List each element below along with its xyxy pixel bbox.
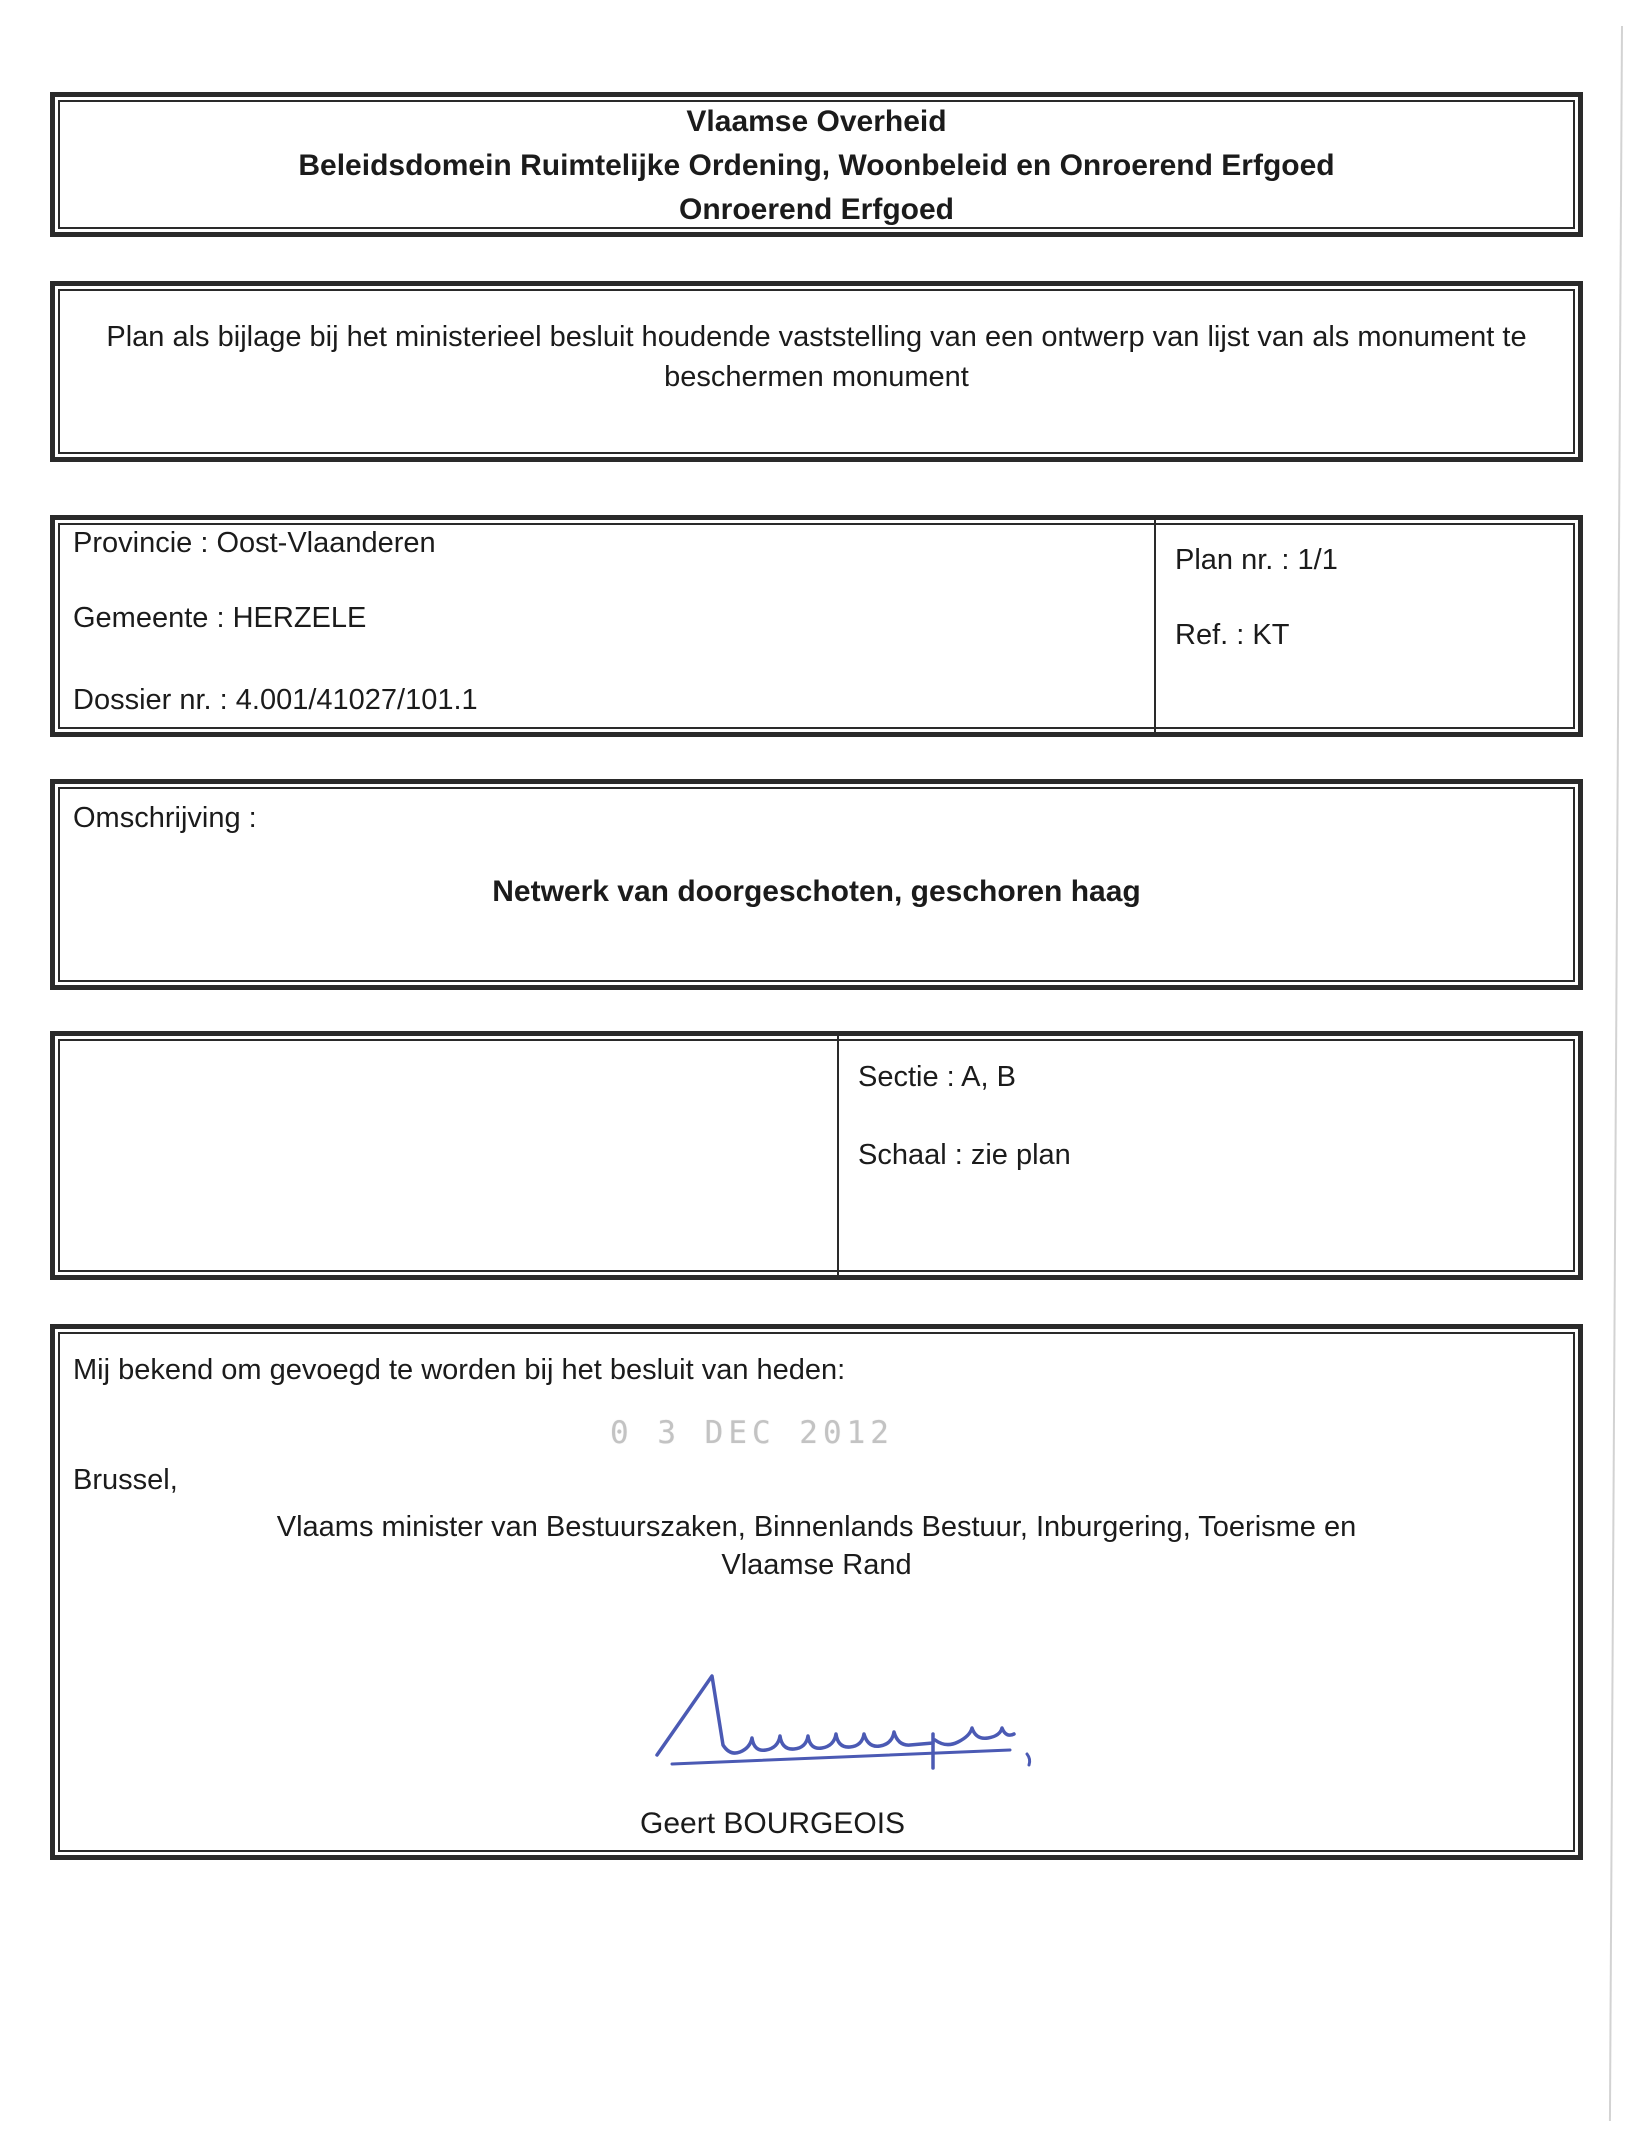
map-info-box [50,1031,1583,1280]
provincie-field: Provincie : Oost-Vlaanderen [73,527,436,559]
sectie-field: Sectie : A, B [858,1061,1016,1093]
statement-text: Mij bekend om gevoegd te worden bij het besluit van heden: [73,1354,846,1386]
info-box-divider [1154,520,1156,732]
header-lines [55,100,1578,232]
description-box [50,779,1583,990]
place-text: Brussel, [73,1464,178,1496]
subject-box [50,281,1583,462]
minister-title: Vlaams minister van Bestuurszaken, Binnenlands Bestuur, Inburgering, Toerisme en Vlaamse Rand [276,1511,1357,1581]
subject-text: Plan als bijlage bij het ministerieel besluit houdende vaststelling van een ontwerp van lijst van als monument te beschermen monument [106,321,1527,393]
description-value: Netwerk van doorgeschoten, geschoren haag [492,875,1141,908]
date-stamp: 0 3 DEC 2012 [610,1415,894,1451]
scan-artifact-line [1609,26,1623,2121]
schaal-field: Schaal : zie plan [858,1139,1071,1171]
description-label: Omschrijving : [73,802,257,834]
gemeente-field: Gemeente : HERZELE [73,602,367,634]
signature-box [50,1324,1583,1860]
signature-icon [650,1668,1040,1773]
agency-name: Vlaamse Overheid [686,105,947,138]
department-name: Onroerend Erfgoed [678,193,955,226]
ref-field: Ref. : KT [1175,619,1290,651]
map-box-divider [837,1036,839,1275]
plan-nr-field: Plan nr. : 1/1 [1175,544,1338,576]
header-box [50,92,1583,237]
dossier-nr-field: Dossier nr. : 4.001/41027/101.1 [73,684,478,716]
signer-name: Geert BOURGEOIS [640,1807,906,1840]
policy-domain: Beleidsdomein Ruimtelijke Ordening, Woonbeleid en Onroerend Erfgoed [298,149,1335,182]
info-box [50,515,1583,737]
